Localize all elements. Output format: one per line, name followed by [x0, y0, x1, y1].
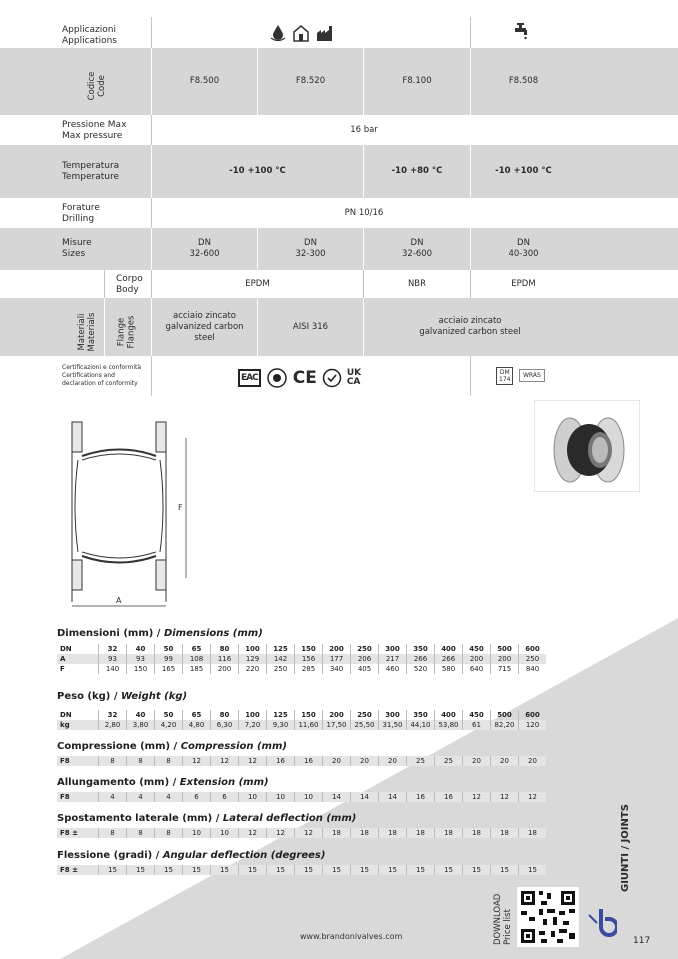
table-cell: 500 [491, 710, 519, 720]
table-cell: 266 [435, 654, 463, 664]
certification-marks [238, 367, 361, 389]
table-cell: 18 [463, 828, 491, 838]
size-1: DN 32-600 [189, 238, 220, 259]
table-cell: 340 [323, 664, 351, 674]
pressure-row [0, 115, 678, 145]
table-row [57, 756, 546, 766]
product-photo [534, 400, 640, 492]
table-cell: 14 [351, 792, 379, 802]
table-cell: 61 [463, 720, 491, 730]
table-cell: 500 [491, 644, 519, 654]
table-cell: 20 [379, 756, 407, 766]
table-cell: 10 [295, 792, 323, 802]
table-cell: 300 [379, 710, 407, 720]
table-cell: 4 [155, 792, 183, 802]
table-cell: 200 [491, 654, 519, 664]
table-cell: 44,10 [407, 720, 435, 730]
drilling-value: PN 10/16 [344, 207, 384, 218]
row-label: F8 [57, 792, 99, 802]
size-3: DN 32-600 [401, 238, 433, 259]
row-label: F8 ± [57, 828, 99, 838]
flange-row [0, 298, 678, 356]
table-cell: 156 [295, 654, 323, 664]
table-cell: 15 [267, 865, 295, 875]
table-cell: 32 [99, 710, 127, 720]
table-cell: 15 [183, 865, 211, 875]
table-cell: 206 [351, 654, 379, 664]
table-cell: 125 [267, 710, 295, 720]
table-cell: 40 [127, 710, 155, 720]
row-label: DN [60, 645, 72, 653]
table-cell: 40 [127, 644, 155, 654]
table-cell: 15 [211, 865, 239, 875]
table-cell: 15 [127, 865, 155, 875]
table-cell: 10 [211, 828, 239, 838]
body-epdm-2: EPDM [511, 278, 536, 289]
table-cell: 6 [183, 792, 211, 802]
table-cell: 10 [267, 792, 295, 802]
dm174-mark: DM 174 [496, 367, 513, 385]
table-cell: 142 [267, 654, 295, 664]
table-row [57, 654, 546, 664]
table-cell: 50 [155, 644, 183, 654]
table-cell: 15 [99, 865, 127, 875]
applications-row [0, 17, 678, 48]
download-label: DOWNLOAD Price list [493, 893, 513, 945]
row-label: F8 ± [57, 865, 99, 875]
table-cell: 250 [519, 654, 547, 664]
table-cell: 200 [323, 644, 351, 654]
table-cell: 185 [183, 664, 211, 674]
table-cell: 12 [211, 756, 239, 766]
certification-seal-icon [322, 368, 342, 388]
table-cell: 15 [155, 865, 183, 875]
row-label: A [57, 654, 99, 664]
table-cell: 15 [379, 865, 407, 875]
table-cell: 32 [99, 644, 127, 654]
body-row [0, 270, 678, 298]
table-row [57, 828, 546, 838]
table-cell: 99 [155, 654, 183, 664]
qr-code[interactable] [517, 887, 579, 947]
table-cell: 65 [183, 644, 211, 654]
table-cell: 20 [351, 756, 379, 766]
table-cell: 15 [519, 865, 547, 875]
code-f8508: F8.508 [508, 76, 539, 86]
pressure-value: 16 bar [350, 124, 378, 135]
technical-drawing [66, 418, 196, 613]
dimensions-title: Dimensioni (mm) / Dimensions (mm) [57, 628, 263, 639]
table-cell: 17,50 [323, 720, 351, 730]
section-side-title: GIUNTI / JOINTS [620, 804, 631, 892]
lateral-title: Spostamento laterale (mm) / Lateral deflection (mm) [57, 813, 357, 824]
table-row [57, 664, 546, 674]
table-cell: 18 [351, 828, 379, 838]
table-cell: 15 [239, 865, 267, 875]
table-cell: 15 [295, 865, 323, 875]
table-cell: 18 [323, 828, 351, 838]
table-cell: 266 [407, 654, 435, 664]
table-cell: 600 [519, 644, 547, 654]
table-cell: 4,20 [155, 720, 183, 730]
table-cell: 460 [379, 664, 407, 674]
table-cell: 31,50 [379, 720, 407, 730]
table-cell: 20 [323, 756, 351, 766]
table-cell: 15 [351, 865, 379, 875]
table-cell: 18 [491, 828, 519, 838]
quality-seal-icon [266, 367, 288, 389]
drilling-label: Forature Drilling [62, 203, 100, 224]
row-label: F8 [57, 756, 99, 766]
table-cell: 125 [267, 644, 295, 654]
table-cell: 250 [351, 710, 379, 720]
table-cell: 16 [407, 792, 435, 802]
pressure-label: Pressione Max Max pressure [62, 120, 127, 141]
table-cell: 15 [407, 865, 435, 875]
table-cell: 100 [239, 644, 267, 654]
dimensions-table [57, 644, 546, 674]
table-cell: 25 [407, 756, 435, 766]
table-cell: 285 [295, 664, 323, 674]
table-cell: 840 [519, 664, 547, 674]
table-cell: 18 [435, 828, 463, 838]
table-cell: 7,20 [239, 720, 267, 730]
table-cell: 9,30 [267, 720, 295, 730]
table-cell: 15 [491, 865, 519, 875]
table-cell: 250 [267, 664, 295, 674]
table-cell: 12 [239, 756, 267, 766]
table-cell: 100 [239, 710, 267, 720]
table-cell: 11,60 [295, 720, 323, 730]
table-cell: 165 [155, 664, 183, 674]
table-cell: 6 [211, 792, 239, 802]
body-nbr: NBR [407, 278, 427, 289]
drinking-water-icon [270, 24, 340, 42]
temperature-1: -10 +100 °C [229, 166, 286, 176]
table-cell: 350 [407, 710, 435, 720]
table-cell: 120 [519, 720, 547, 730]
table-cell: 16 [435, 792, 463, 802]
table-cell: 250 [351, 644, 379, 654]
table-row [57, 865, 546, 875]
table-row [57, 792, 546, 802]
table-cell: 140 [99, 664, 127, 674]
applications-label: Applicazioni Applications [62, 25, 117, 46]
temperature-label: Temperatura Temperature [62, 161, 120, 182]
table-cell: 580 [435, 664, 463, 674]
body-label: Corpo Body [116, 274, 143, 295]
brandoni-logo-icon [587, 905, 617, 943]
flange-label: Flange Flanges [116, 315, 137, 349]
table-cell: 65 [183, 710, 211, 720]
ce-mark: CE [292, 368, 317, 388]
table-cell: 4,80 [183, 720, 211, 730]
table-cell: 50 [155, 710, 183, 720]
table-cell: 150 [295, 710, 323, 720]
table-cell: 715 [491, 664, 519, 674]
table-cell: 220 [239, 664, 267, 674]
code-f8500: F8.500 [189, 76, 220, 86]
table-cell: 200 [323, 710, 351, 720]
label-a: A [116, 596, 122, 605]
table-cell: 4 [99, 792, 127, 802]
temperature-2: -10 +80 °C [391, 166, 443, 176]
size-4: DN 40-300 [508, 238, 539, 259]
table-row [57, 710, 546, 720]
temperature-3: -10 +100 °C [495, 166, 552, 176]
table-cell: 520 [407, 664, 435, 674]
sizes-row [0, 228, 678, 270]
footer-url[interactable]: www.brandonivalves.com [300, 932, 403, 941]
table-cell: 80 [211, 644, 239, 654]
table-cell: 93 [127, 654, 155, 664]
table-cell: 12 [463, 792, 491, 802]
table-cell: 129 [239, 654, 267, 664]
table-cell: 14 [323, 792, 351, 802]
table-row [57, 644, 546, 654]
table-cell: 150 [127, 664, 155, 674]
body-epdm-1: EPDM [245, 278, 270, 289]
table-cell: 20 [463, 756, 491, 766]
compression-title: Compressione (mm) / Compression (mm) [57, 741, 287, 752]
table-cell: 18 [379, 828, 407, 838]
table-cell: 116 [211, 654, 239, 664]
certifications-row [0, 356, 678, 396]
table-cell: 15 [323, 865, 351, 875]
row-label: DN [60, 711, 72, 719]
sizes-label: Misure Sizes [62, 238, 92, 259]
table-cell: 8 [127, 828, 155, 838]
angular-title: Flessione (gradi) / Angular deflection (degrees) [57, 850, 326, 861]
table-cell: 8 [99, 828, 127, 838]
table-cell: 25,50 [351, 720, 379, 730]
table-cell: 20 [491, 756, 519, 766]
table-cell: 600 [519, 710, 547, 720]
table-cell: 200 [211, 664, 239, 674]
table-cell: 12 [183, 756, 211, 766]
table-row [57, 720, 546, 730]
table-cell: 200 [463, 654, 491, 664]
table-cell: 12 [519, 792, 547, 802]
temperature-row [0, 145, 678, 198]
table-cell: 2,80 [99, 720, 127, 730]
extension-table [57, 792, 546, 802]
table-cell: 16 [267, 756, 295, 766]
row-label: kg [57, 720, 99, 730]
table-cell: 400 [435, 644, 463, 654]
table-cell: 15 [435, 865, 463, 875]
table-cell: 93 [99, 654, 127, 664]
table-cell: 450 [463, 644, 491, 654]
table-cell: 217 [379, 654, 407, 664]
wras-mark: WRAS [519, 369, 545, 382]
compression-table [57, 756, 546, 766]
table-cell: 400 [435, 710, 463, 720]
table-cell: 8 [155, 756, 183, 766]
code-f8520: F8.520 [295, 76, 326, 86]
table-cell: 108 [183, 654, 211, 664]
table-cell: 12 [295, 828, 323, 838]
table-cell: 25 [435, 756, 463, 766]
table-cell: 6,30 [211, 720, 239, 730]
ukca-mark: UK CA [346, 368, 362, 387]
table-cell: 12 [239, 828, 267, 838]
table-cell: 53,80 [435, 720, 463, 730]
weight-table [57, 710, 546, 730]
tap-icon [512, 22, 530, 40]
table-cell: 450 [463, 710, 491, 720]
table-cell: 12 [491, 792, 519, 802]
table-cell: 18 [519, 828, 547, 838]
table-cell: 3,80 [127, 720, 155, 730]
certifications-label: Certificazioni e conformità Certifications and declaration of conformity [62, 364, 142, 387]
table-cell: 4 [127, 792, 155, 802]
angular-table [57, 865, 546, 875]
table-cell: 15 [463, 865, 491, 875]
table-cell: 10 [183, 828, 211, 838]
extension-title: Allungamento (mm) / Extension (mm) [57, 777, 269, 788]
code-row [0, 48, 678, 115]
table-cell: 18 [407, 828, 435, 838]
code-label: Codice Code [87, 71, 107, 101]
code-f8100: F8.100 [402, 76, 432, 86]
table-cell: 350 [407, 644, 435, 654]
eac-mark: EAC [238, 369, 261, 387]
table-cell: 80 [211, 710, 239, 720]
table-cell: 640 [463, 664, 491, 674]
table-cell: 177 [323, 654, 351, 664]
materials-label: Materiali Materials [77, 312, 97, 352]
table-cell: 8 [99, 756, 127, 766]
flange-galvanized-2: acciaio zincato galvanized carbon steel [419, 316, 521, 337]
flange-aisi316: AISI 316 [292, 321, 329, 332]
table-cell: 300 [379, 644, 407, 654]
table-cell: 12 [267, 828, 295, 838]
table-cell: 82,20 [491, 720, 519, 730]
flange-galvanized-1: acciaio zincato galvanized carbon steel [165, 310, 244, 343]
drilling-row [0, 198, 678, 228]
size-2: DN 32-300 [295, 238, 326, 259]
lateral-table [57, 828, 546, 838]
table-cell: 14 [379, 792, 407, 802]
table-cell: 150 [295, 644, 323, 654]
table-cell: 16 [295, 756, 323, 766]
table-cell: 405 [351, 664, 379, 674]
table-cell: 10 [239, 792, 267, 802]
table-cell: 8 [155, 828, 183, 838]
table-cell: 8 [127, 756, 155, 766]
label-f: F [178, 503, 183, 512]
weight-title: Peso (kg) / Weight (kg) [57, 691, 188, 702]
row-label: F [60, 665, 65, 673]
table-cell: 20 [519, 756, 547, 766]
page-number: 117 [633, 936, 651, 946]
